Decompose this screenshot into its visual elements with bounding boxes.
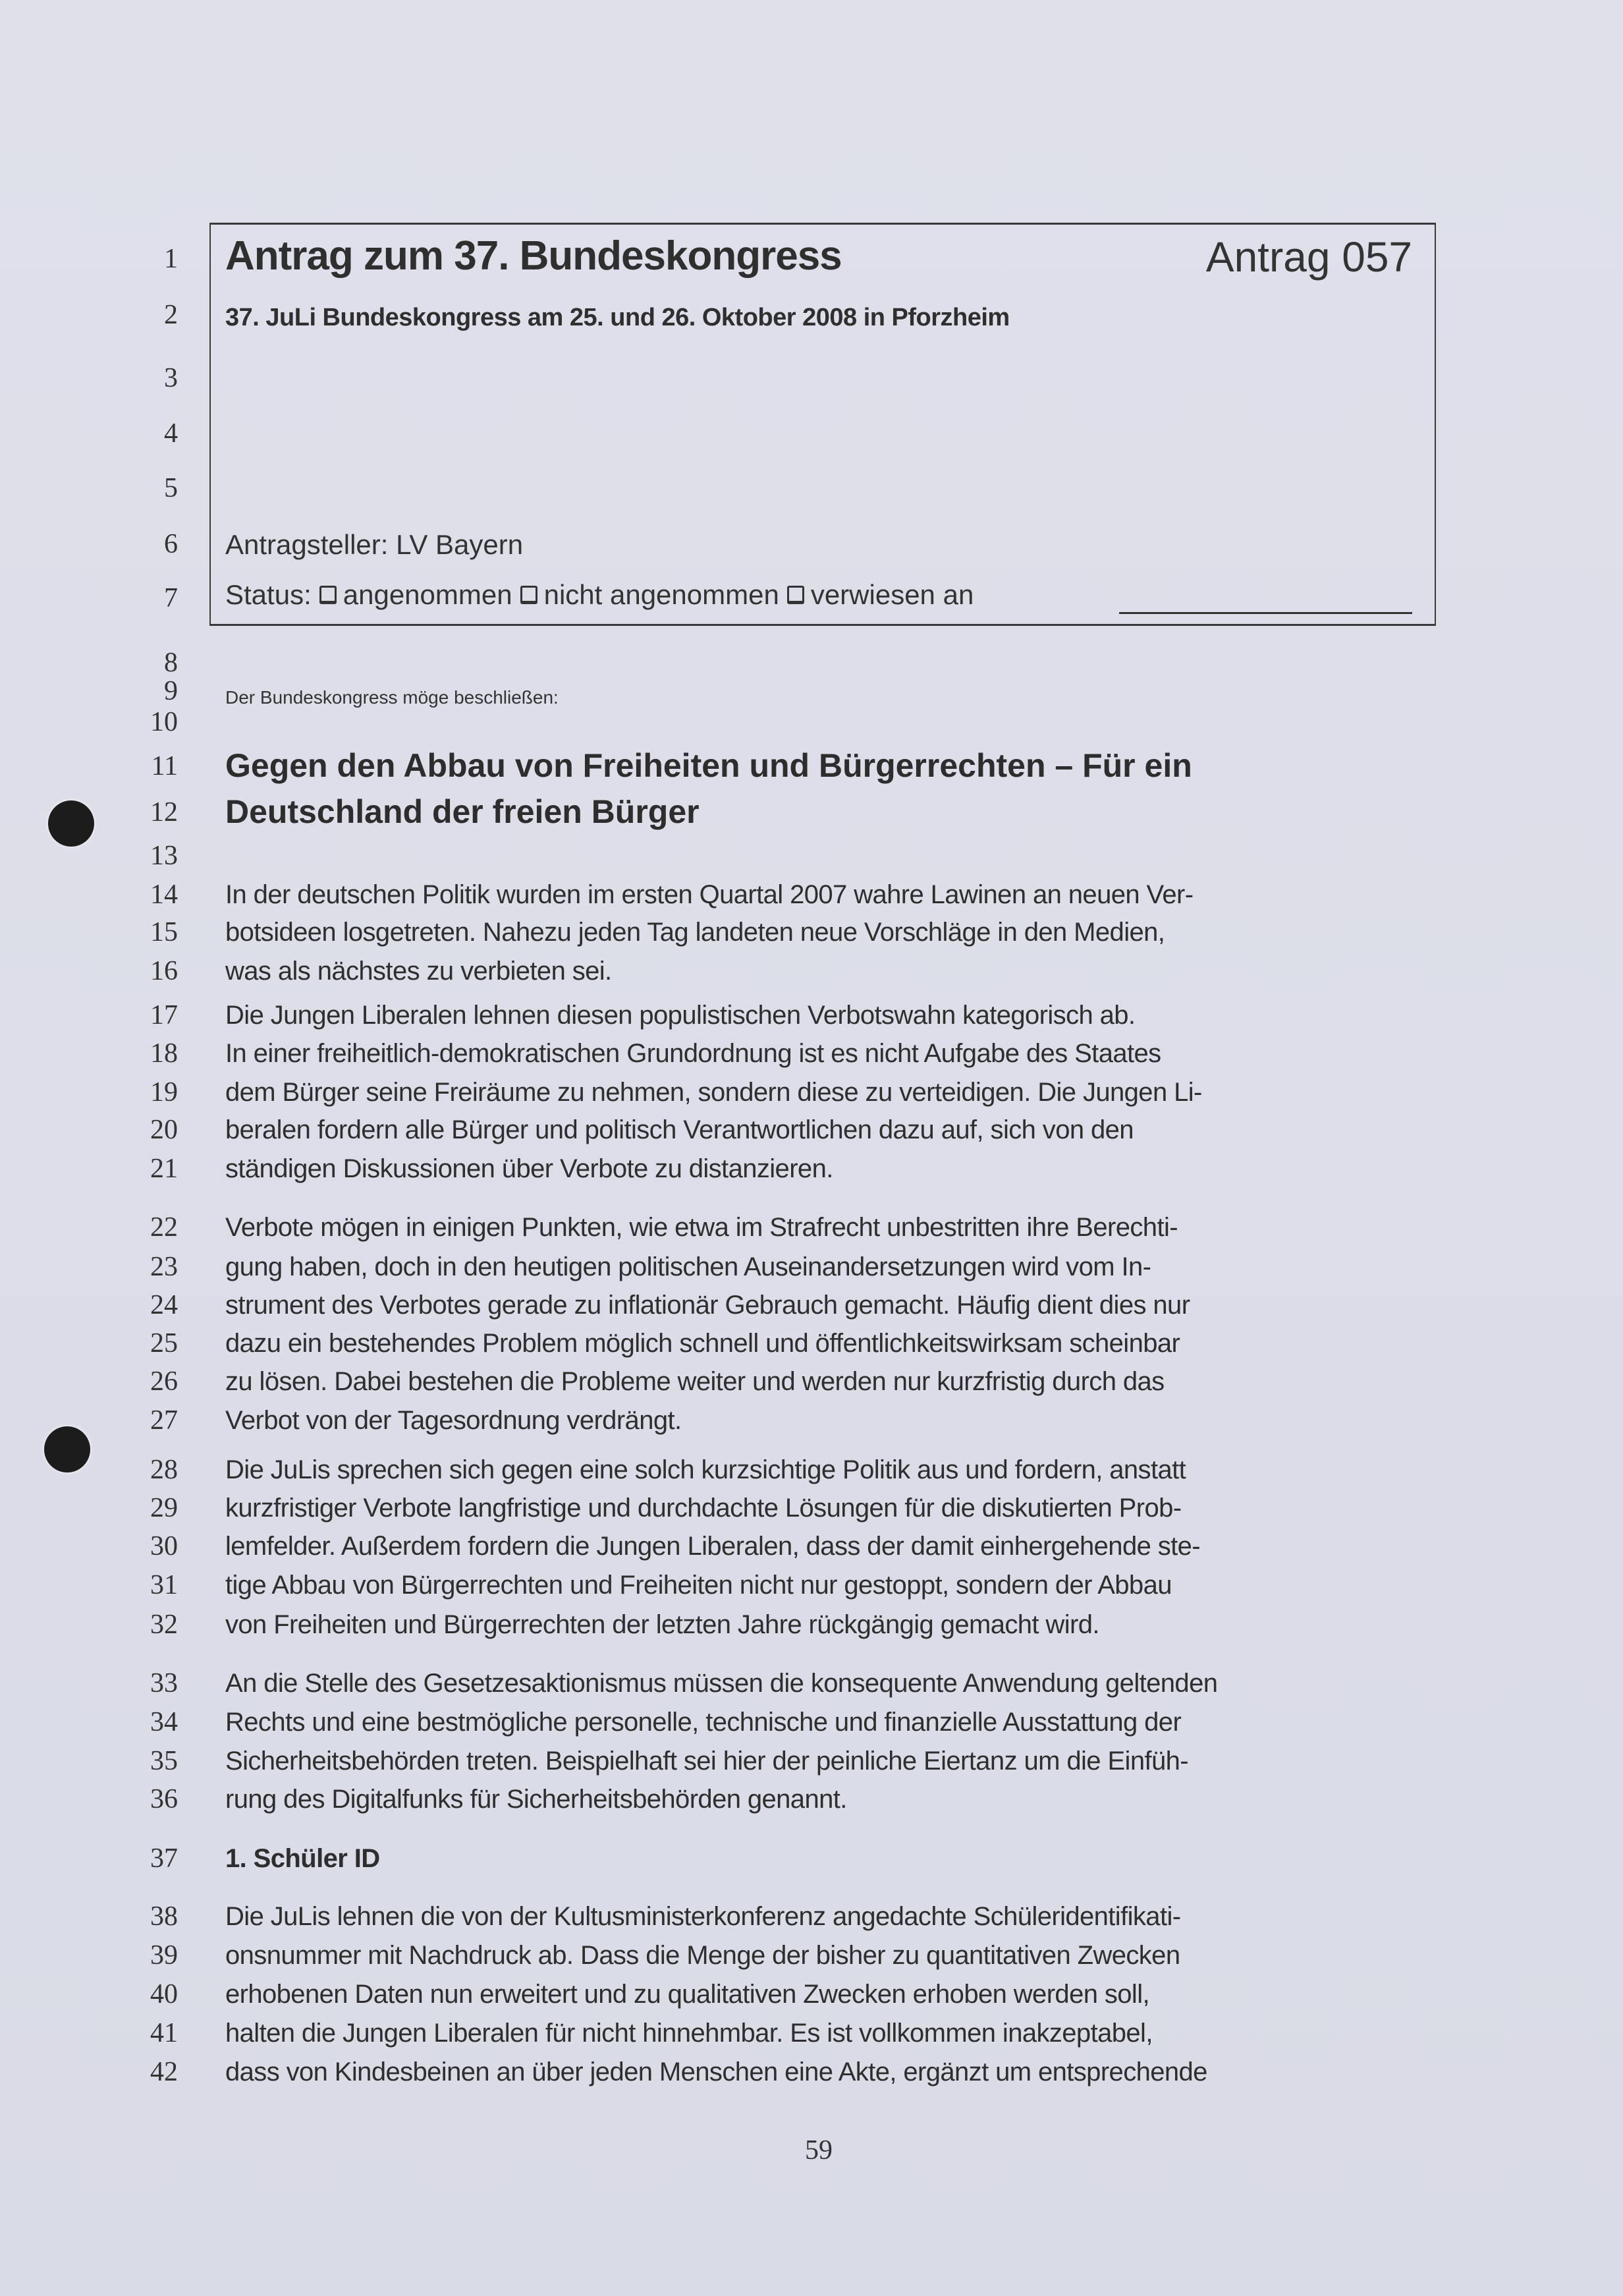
line-number: 25 xyxy=(150,1328,178,1358)
line-number: 33 xyxy=(150,1668,178,1698)
line-number: 28 xyxy=(150,1455,178,1485)
section-heading: 1. Schüler ID xyxy=(225,1844,380,1873)
body-line: Verbot von der Tagesordnung verdrängt. xyxy=(225,1406,682,1435)
status-option-accepted: angenommen xyxy=(343,579,512,610)
checkbox-referred[interactable] xyxy=(787,586,804,604)
line-number: 31 xyxy=(150,1570,178,1600)
body-line: Verbote mögen in einigen Punkten, wie etwa im Strafrecht unbestritten ihre Berechti- xyxy=(225,1213,1178,1242)
body-line: Die JuLis sprechen sich gegen eine solch kurzsichtige Politik aus und fordern, anstatt xyxy=(225,1455,1186,1484)
body-line: zu lösen. Dabei bestehen die Probleme weiter und werden nur kurzfristig durch das xyxy=(225,1367,1165,1396)
line-number: 5 xyxy=(164,473,178,503)
line-number: 18 xyxy=(150,1038,178,1069)
checkbox-not-accepted[interactable] xyxy=(520,586,537,604)
line-number: 32 xyxy=(150,1610,178,1640)
line-number: 40 xyxy=(150,1979,178,2009)
line-number: 38 xyxy=(150,1901,178,1932)
line-number: 3 xyxy=(164,363,178,393)
punch-hole xyxy=(44,1426,90,1472)
motion-header-title: Antrag zum 37. Bundeskongress xyxy=(225,233,842,279)
line-number: 41 xyxy=(150,2018,178,2048)
line-number: 11 xyxy=(151,751,178,781)
motion-header-box xyxy=(209,223,1436,626)
line-number: 26 xyxy=(150,1366,178,1397)
line-number: 19 xyxy=(150,1077,178,1107)
applicant: Antragsteller: LV Bayern xyxy=(225,529,524,560)
line-number: 6 xyxy=(164,529,178,559)
congress-subtitle: 37. JuLi Bundeskongress am 25. und 26. Oktober 2008 in Pforzheim xyxy=(225,304,1010,331)
line-number: 20 xyxy=(150,1115,178,1145)
body-line: was als nächstes zu verbieten sei. xyxy=(225,957,612,986)
line-number: 8 xyxy=(164,648,178,678)
status-option-referred: verwiesen an xyxy=(810,579,974,610)
page-number: 59 xyxy=(805,2135,833,2166)
line-number: 34 xyxy=(150,1707,178,1737)
line-number: 42 xyxy=(150,2057,178,2087)
body-line: strument des Verbotes gerade zu inflationär Gebrauch gemacht. Häufig dient dies nur xyxy=(225,1291,1190,1320)
status-label: Status: xyxy=(225,579,312,610)
line-number: 16 xyxy=(150,956,178,986)
body-line: In der deutschen Politik wurden im ersten Quartal 2007 wahre Lawinen an neuen Ver- xyxy=(225,880,1194,909)
body-line: Die JuLis lehnen die von der Kultusministerkonferenz angedachte Schüleridentifikati- xyxy=(225,1902,1181,1931)
motion-number: Antrag 057 xyxy=(1205,233,1412,281)
line-number: 2 xyxy=(164,300,178,330)
body-line: dazu ein bestehendes Problem möglich schnell und öffentlichkeitswirksam scheinbar xyxy=(225,1329,1180,1358)
body-line: lemfelder. Außerdem fordern die Jungen Liberalen, dass der damit einhergehende ste- xyxy=(225,1532,1201,1561)
status-option-not-accepted: nicht angenommen xyxy=(543,579,779,610)
line-number: 12 xyxy=(150,797,178,827)
body-line: Sicherheitsbehörden treten. Beispielhaft sei hier der peinliche Eiertanz um die Einfüh- xyxy=(225,1747,1188,1776)
referred-to-blank-line xyxy=(1119,612,1412,614)
body-line: botsideen losgetreten. Nahezu jeden Tag landeten neue Vorschläge in den Medien, xyxy=(225,918,1165,947)
line-number: 30 xyxy=(150,1531,178,1561)
punch-hole xyxy=(48,800,94,847)
line-number: 23 xyxy=(150,1252,178,1282)
line-number: 22 xyxy=(150,1212,178,1243)
body-line: Rechts und eine bestmögliche personelle, technische und finanzielle Ausstattung der xyxy=(225,1708,1182,1737)
line-number: 9 xyxy=(164,676,178,706)
line-number: 15 xyxy=(150,917,178,947)
body-line: tige Abbau von Bürgerrechten und Freiheiten nicht nur gestoppt, sondern der Abbau xyxy=(225,1571,1172,1600)
body-line: In einer freiheitlich-demokratischen Grundordnung ist es nicht Aufgabe des Staates xyxy=(225,1039,1161,1068)
body-line: Die Jungen Liberalen lehnen diesen populistischen Verbotswahn kategorisch ab. xyxy=(225,1001,1136,1030)
line-number: 29 xyxy=(150,1493,178,1523)
body-line: ständigen Diskussionen über Verbote zu distanzieren. xyxy=(225,1154,833,1183)
line-number: 10 xyxy=(150,707,178,737)
body-line: erhobenen Daten nun erweitert und zu qualitativen Zwecken erhoben werden soll, xyxy=(225,1980,1150,2009)
checkbox-accepted[interactable] xyxy=(319,586,337,604)
motion-title-line: Gegen den Abbau von Freiheiten und Bürgerrechten – Für ein xyxy=(225,747,1192,784)
body-line: beralen fordern alle Bürger und politisch Verantwortlichen dazu auf, sich von den xyxy=(225,1115,1134,1144)
body-line: rung des Digitalfunks für Sicherheitsbehörden genannt. xyxy=(225,1785,847,1814)
line-number: 37 xyxy=(150,1843,178,1874)
body-line: dass von Kindesbeinen an über jeden Menschen eine Akte, ergänzt um entsprechende xyxy=(225,2058,1207,2086)
body-line: halten die Jungen Liberalen für nicht hinnehmbar. Es ist vollkommen inakzeptabel, xyxy=(225,2019,1153,2048)
line-number: 1 xyxy=(164,244,178,274)
line-number: 35 xyxy=(150,1746,178,1776)
line-number: 24 xyxy=(150,1290,178,1320)
body-line: gung haben, doch in den heutigen politischen Auseinandersetzungen wird vom In- xyxy=(225,1252,1151,1281)
body-line: An die Stelle des Gesetzesaktionismus müssen die konsequente Anwendung geltenden xyxy=(225,1669,1218,1698)
body-line: onsnummer mit Nachdruck ab. Dass die Menge der bisher zu quantitativen Zwecken xyxy=(225,1941,1180,1970)
body-line: kurzfristiger Verbote langfristige und durchdachte Lösungen für die diskutierten Prob- xyxy=(225,1494,1182,1523)
motion-title-line: Deutschland der freien Bürger xyxy=(225,793,700,830)
line-number: 14 xyxy=(150,880,178,910)
status-row xyxy=(225,579,974,611)
line-number: 7 xyxy=(164,583,178,613)
resolution-intro: Der Bundeskongress möge beschließen: xyxy=(225,687,559,708)
body-line: dem Bürger seine Freiräume zu nehmen, sondern diese zu verteidigen. Die Jungen Li- xyxy=(225,1078,1202,1107)
line-number: 39 xyxy=(150,1940,178,1971)
line-number: 36 xyxy=(150,1784,178,1814)
line-number: 17 xyxy=(150,1000,178,1030)
line-number: 4 xyxy=(164,418,178,449)
line-number: 13 xyxy=(150,841,178,871)
line-number: 27 xyxy=(150,1405,178,1436)
body-line: von Freiheiten und Bürgerrechten der letzten Jahre rückgängig gemacht wird. xyxy=(225,1610,1099,1639)
line-number: 21 xyxy=(150,1154,178,1184)
